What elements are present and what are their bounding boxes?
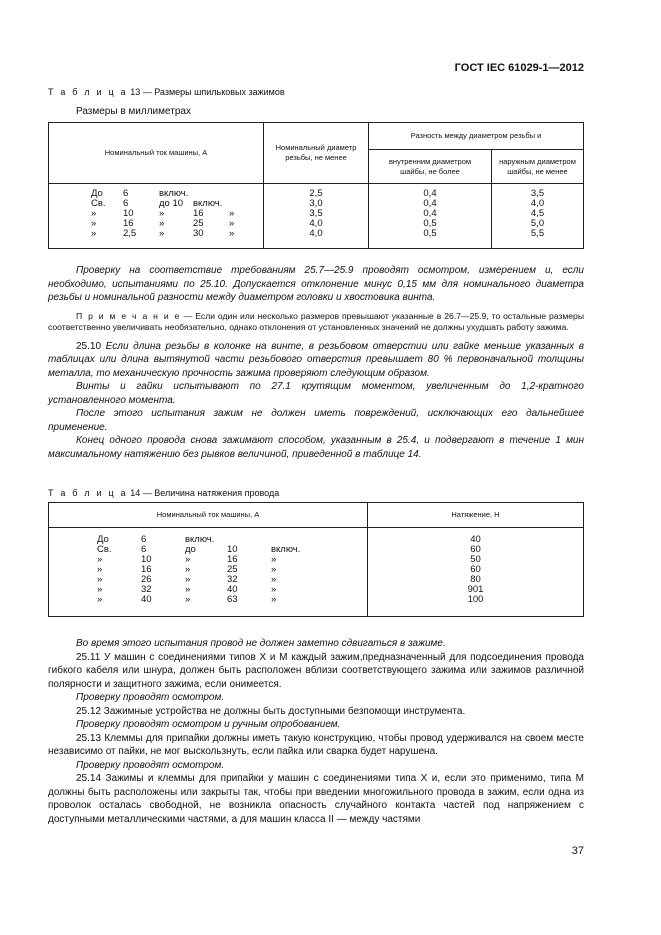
end-paragraph: Конец одного провода снова зажимают способом, указанным в 25.4, и подвергают в течение 1 мин максимальному натяжению без рывков величиной, приведенной в таблице 14.	[48, 435, 584, 460]
cell-c2: 32	[141, 584, 152, 595]
cell-c3: »	[185, 554, 191, 565]
cell-c1: »	[97, 574, 103, 585]
cell-c4: 30	[193, 228, 204, 239]
cell-c3: »	[159, 218, 165, 229]
cell-c1: Св.	[91, 198, 106, 209]
check-view-manual: Проверку проводят осмотром и ручным опробованием.	[76, 719, 341, 730]
cell-dia: 3,5	[309, 208, 323, 219]
cell-c5: »	[271, 594, 277, 605]
outer-cell	[492, 184, 584, 249]
cell-c4: включ.	[193, 198, 223, 209]
p2510-number: 25.10	[76, 340, 102, 352]
note-paragraph	[48, 311, 584, 334]
cell-c5: »	[229, 228, 235, 239]
text-block-1	[48, 264, 584, 461]
cell-c2: 16	[123, 218, 134, 229]
cell-c1: До	[91, 188, 103, 199]
table-row	[49, 595, 367, 605]
inner-cell	[369, 184, 492, 249]
table-row	[369, 229, 491, 239]
cell-c3: включ.	[159, 188, 189, 199]
note-text: — Если один или несколько размеров превышают указанные в 26.7—25.9, то остальные размеры соответственно увеличивать необязательно, однако отклонения от установленных значений не должны ухудшать работу зажима.	[48, 310, 584, 332]
cell-c5: »	[229, 218, 235, 229]
cell-outer: 3,5	[530, 188, 545, 199]
cell-outer: 4,0	[530, 198, 545, 209]
col-current-header: Номинальный ток машины, А	[49, 123, 264, 184]
note-label: П р и м е ч а н и е	[76, 310, 181, 321]
table-row	[264, 229, 368, 239]
cell-t: 50	[470, 554, 481, 565]
cell-c2: 2,5	[123, 228, 137, 239]
cell-c1: Св.	[97, 544, 112, 555]
cell-t: 60	[470, 544, 481, 555]
cell-c2: 40	[141, 594, 152, 605]
cell-dia: 2,5	[309, 188, 323, 199]
cell-c5: включ.	[271, 544, 301, 555]
check-paragraph: Проверку на соответствие требованиям 25.7—25.9 проводят осмотром, измерением и, если необходимо, испытаниями по 25.10. Допускается отклонение минус 0,15 мм для номинального диаметра резьбы и номинальной разности между диаметром головки и хвостовика винта.	[48, 265, 584, 303]
cell-c3: »	[185, 594, 191, 605]
caption-prefix: Т а б л и ц а	[48, 87, 128, 97]
cell-t: 40	[470, 534, 481, 545]
cell-t: 100	[467, 594, 484, 605]
check-view-2: Проверку проводят осмотром.	[76, 759, 225, 771]
cell-outer: 5,0	[530, 218, 545, 229]
diameter-cell	[264, 184, 369, 249]
cell-c5: »	[271, 574, 277, 585]
cell-c5: »	[271, 584, 277, 595]
cell-c3: »	[159, 228, 165, 239]
cell-c4: 16	[227, 554, 238, 565]
cell-c4: 25	[193, 218, 204, 229]
cell-c1: »	[97, 554, 103, 565]
cell-c5: »	[271, 554, 277, 565]
cell-inner: 0,5	[423, 228, 437, 239]
current-cell	[49, 528, 368, 617]
cell-c4: 32	[227, 574, 238, 585]
cell-c3: включ.	[185, 534, 215, 545]
after-paragraph: После этого испытания зажим не должен иметь повреждений, исключающих его дальнейшее применение.	[48, 408, 584, 433]
current-cell	[49, 184, 264, 249]
cell-c5: »	[229, 208, 235, 219]
cell-c2: 10	[141, 554, 152, 565]
cell-t: 60	[470, 564, 481, 575]
cell-c5: »	[271, 564, 277, 575]
caption-text: 14 — Величина натяжения провода	[130, 488, 280, 498]
cell-c2: 6	[141, 534, 147, 545]
cell-c2: 6	[141, 544, 147, 555]
cell-c3: до	[185, 544, 196, 555]
col-current-header: Номинальный ток машины, А	[49, 503, 368, 528]
units-note: Размеры в миллиметрах	[76, 106, 191, 117]
col-outer-header: наружным диаметром шайбы, не менее	[492, 150, 584, 184]
cell-c4: 25	[227, 564, 238, 575]
table14-caption	[48, 488, 279, 498]
cell-t: 901	[467, 584, 484, 595]
screws-paragraph: Винты и гайки испытывают по 27.1 крутящим моментом, увеличенным до 1,2-кратного установленного момента.	[48, 381, 584, 406]
col-tension-header: Натяжение, Н	[368, 503, 584, 528]
cell-dia: 4,0	[309, 218, 323, 229]
paragraph-25-11: 25.11 У машин с соединениями типов X и M каждый зажим,предназначенный для подсоединения провода гибкого кабеля или шнура, должен быть расположен вблизи соответствующего зажима или зажимов различной полярности и защитного зажима, если онимеется.	[48, 651, 584, 690]
col-diameter-header: Номинальный диаметр резьбы, не менее	[264, 123, 369, 184]
paragraph-25-14: 25.14 Зажимы и клеммы для припайки у машин с соединениями типа X и, если это применимо, типа M должны быть расположены или закрыты так, чтобы при введении многожильного провода в зажим, если одна из проволок осталась свободной, не возникла опасность случайного контакта частей под напряжением с доступными металлическими частями, а для машин класса II — между частями	[48, 773, 584, 825]
cell-t: 80	[470, 574, 481, 585]
cell-inner: 0,4	[423, 198, 437, 209]
cell-c3: до 10	[159, 198, 184, 209]
cell-c1: »	[97, 594, 103, 605]
cell-inner: 0,4	[423, 188, 437, 199]
cell-c3: »	[185, 564, 191, 575]
paragraph-25-12: 25.12 Зажимные устройства не должны быть доступными безпомощи инструмента.	[76, 705, 466, 717]
cell-c1: »	[97, 564, 103, 575]
cell-inner: 0,4	[423, 208, 437, 219]
page-number: 37	[571, 845, 584, 857]
table14	[48, 502, 584, 617]
p2510-text: Если длина резьбы в колонке на винте, в резьбовом отверстии или гайке меньше указанных в таблицах или длина вытянутой части резьбового отверстия превышает 80 % первоначальной толщины металла, то механическую прочность зажима проверяют следующим образом.	[48, 340, 584, 379]
table-row	[368, 595, 583, 605]
check-view-1: Проверку проводят осмотром.	[76, 692, 225, 703]
cell-c4: 40	[227, 584, 238, 595]
cell-c2: 10	[123, 208, 134, 219]
standard-header: ГОСТ IEC 61029-1—2012	[454, 62, 584, 74]
paragraph-25-10	[48, 340, 584, 381]
cell-dia: 3,0	[309, 198, 323, 209]
cell-c4: 63	[227, 594, 238, 605]
during-paragraph: Во время этого испытания провод не должен заметно сдвигаться в зажиме.	[76, 638, 446, 649]
caption-text: 13 — Размеры шпильковых зажимов	[130, 87, 285, 97]
cell-dia: 4,0	[309, 228, 323, 239]
cell-c1: »	[91, 218, 97, 229]
cell-c1: »	[97, 584, 103, 595]
col-diff-header: Разность между диаметром резьбы и	[369, 123, 584, 150]
cell-outer: 4,5	[530, 208, 545, 219]
table-row	[49, 229, 263, 239]
table-row	[49, 189, 263, 199]
table13	[48, 122, 584, 249]
caption-prefix: Т а б л и ц а	[48, 488, 128, 498]
cell-outer: 5,5	[530, 228, 545, 239]
cell-c2: 26	[141, 574, 152, 585]
text-block-2	[48, 637, 584, 826]
cell-c3: »	[185, 574, 191, 585]
cell-c1: »	[91, 228, 97, 239]
table13-caption	[48, 87, 285, 97]
cell-c1: »	[91, 208, 97, 219]
cell-c3: »	[159, 208, 165, 219]
cell-c4: 10	[227, 544, 238, 555]
cell-c2: 6	[123, 198, 129, 209]
cell-c4: 16	[193, 208, 204, 219]
paragraph-25-13: 25.13 Клеммы для припайки должны иметь такую конструкцию, чтобы провод удерживался на своем месте независимо от пайки, не мог выскользнуть, если пайка или сварка будет нарушена.	[48, 732, 584, 757]
cell-inner: 0,5	[423, 218, 437, 229]
col-inner-header: внутренним диаметром шайбы, не более	[369, 150, 492, 184]
cell-c2: 16	[141, 564, 152, 575]
table-row	[492, 229, 583, 239]
cell-c3: »	[185, 584, 191, 595]
tension-cell	[368, 528, 584, 617]
cell-c1: До	[97, 534, 109, 545]
cell-c2: 6	[123, 188, 129, 199]
